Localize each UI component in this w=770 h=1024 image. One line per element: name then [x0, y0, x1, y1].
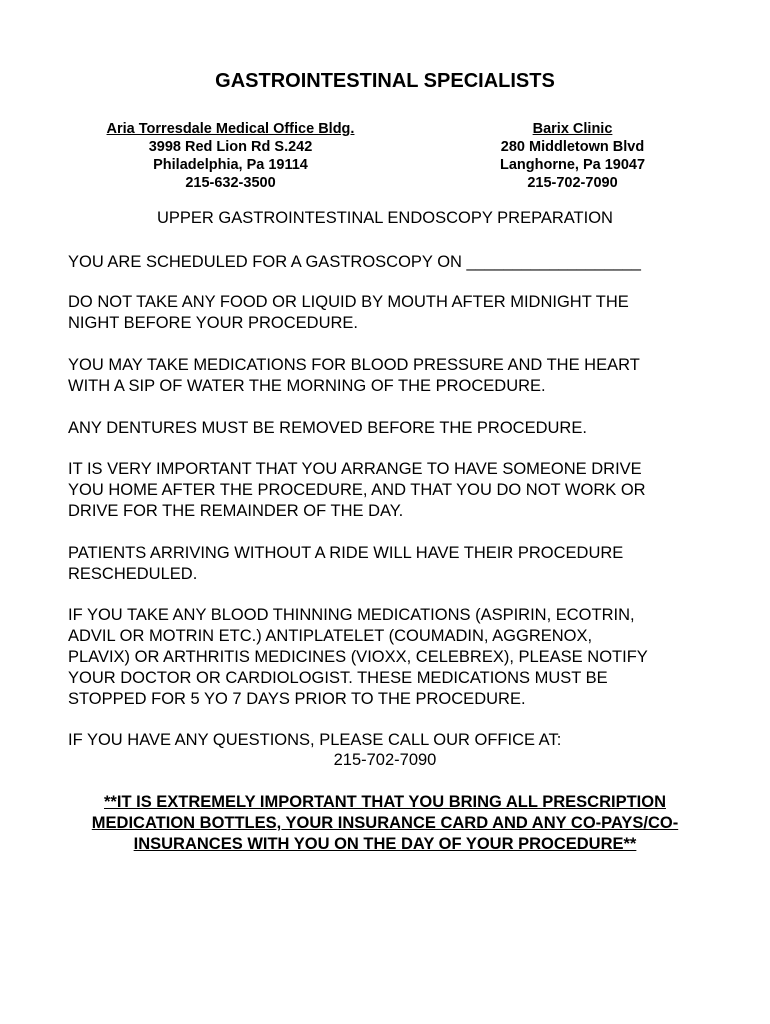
questions-paragraph: IF YOU HAVE ANY QUESTIONS, PLEASE CALL OUR OFFICE AT:	[68, 731, 562, 749]
office-right-phone: 215-702-7090	[527, 175, 618, 191]
office-right-street: 280 Middletown Blvd	[500, 139, 645, 155]
office-left-street: 3998 Red Lion Rd S.242	[148, 139, 313, 155]
no-food-paragraph: DO NOT TAKE ANY FOOD OR LIQUID BY MOUTH AFTER MIDNIGHT THE NIGHT BEFORE YOUR PROCEDURE.	[68, 293, 629, 332]
office-right-city: Langhorne, Pa 19047	[499, 157, 646, 173]
document-subtitle: UPPER GASTROINTESTINAL ENDOSCOPY PREPARATION	[157, 209, 613, 227]
page-title: GASTROINTESTINAL SPECIALISTS	[215, 70, 555, 92]
questions-phone: 215-702-7090	[333, 751, 437, 769]
office-left-city: Philadelphia, Pa 19114	[153, 157, 308, 173]
drive-paragraph: IT IS VERY IMPORTANT THAT YOU ARRANGE TO HAVE SOMEONE DRIVE YOU HOME AFTER THE PROCEDURE, AND THAT YOU DO NOT WORK OR DRIVE FOR THE REMAINDER OF THE DAY.	[68, 460, 646, 520]
office-right-name: Barix Clinic	[532, 121, 613, 137]
ride-paragraph: PATIENTS ARRIVING WITHOUT A RIDE WILL HAVE THEIR PROCEDURE RESCHEDULED.	[68, 544, 624, 583]
blood-thinners-paragraph: IF YOU TAKE ANY BLOOD THINNING MEDICATIONS (ASPIRIN, ECOTRIN, ADVIL OR MOTRIN ETC.) ANTIPLATELET (COUMADIN, AGGRENOX, PLAVIX) OR ARTHRITIS MEDICINES (VIOXX, CELEBREX), PLEASE NOTIFY YOUR DOCTOR OR CARDIOLOGIST. THESE MEDICATIONS MUST BE STOPPED FOR 5 YO 7 DAYS PRIOR TO THE PROCEDURE.	[68, 606, 648, 708]
office-left-phone: 215-632-3500	[185, 175, 276, 191]
office-address-left	[88, 120, 373, 192]
dentures-paragraph: ANY DENTURES MUST BE REMOVED BEFORE THE PROCEDURE.	[68, 419, 587, 437]
office-address-right	[460, 120, 685, 192]
office-left-name: Aria Torresdale Medical Office Bldg.	[106, 121, 355, 137]
medications-paragraph: YOU MAY TAKE MEDICATIONS FOR BLOOD PRESSURE AND THE HEART WITH A SIP OF WATER THE MORNING OF THE PROCEDURE.	[68, 356, 640, 395]
important-notice: **IT IS EXTREMELY IMPORTANT THAT YOU BRING ALL PRESCRIPTION MEDICATION BOTTLES, YOUR INSURANCE CARD AND ANY CO-PAYS/CO- INSURANCES WITH YOU ON THE DAY OF YOUR PROCEDURE**	[91, 793, 679, 853]
scheduled-paragraph: YOU ARE SCHEDULED FOR A GASTROSCOPY ON ___________________	[68, 253, 641, 271]
